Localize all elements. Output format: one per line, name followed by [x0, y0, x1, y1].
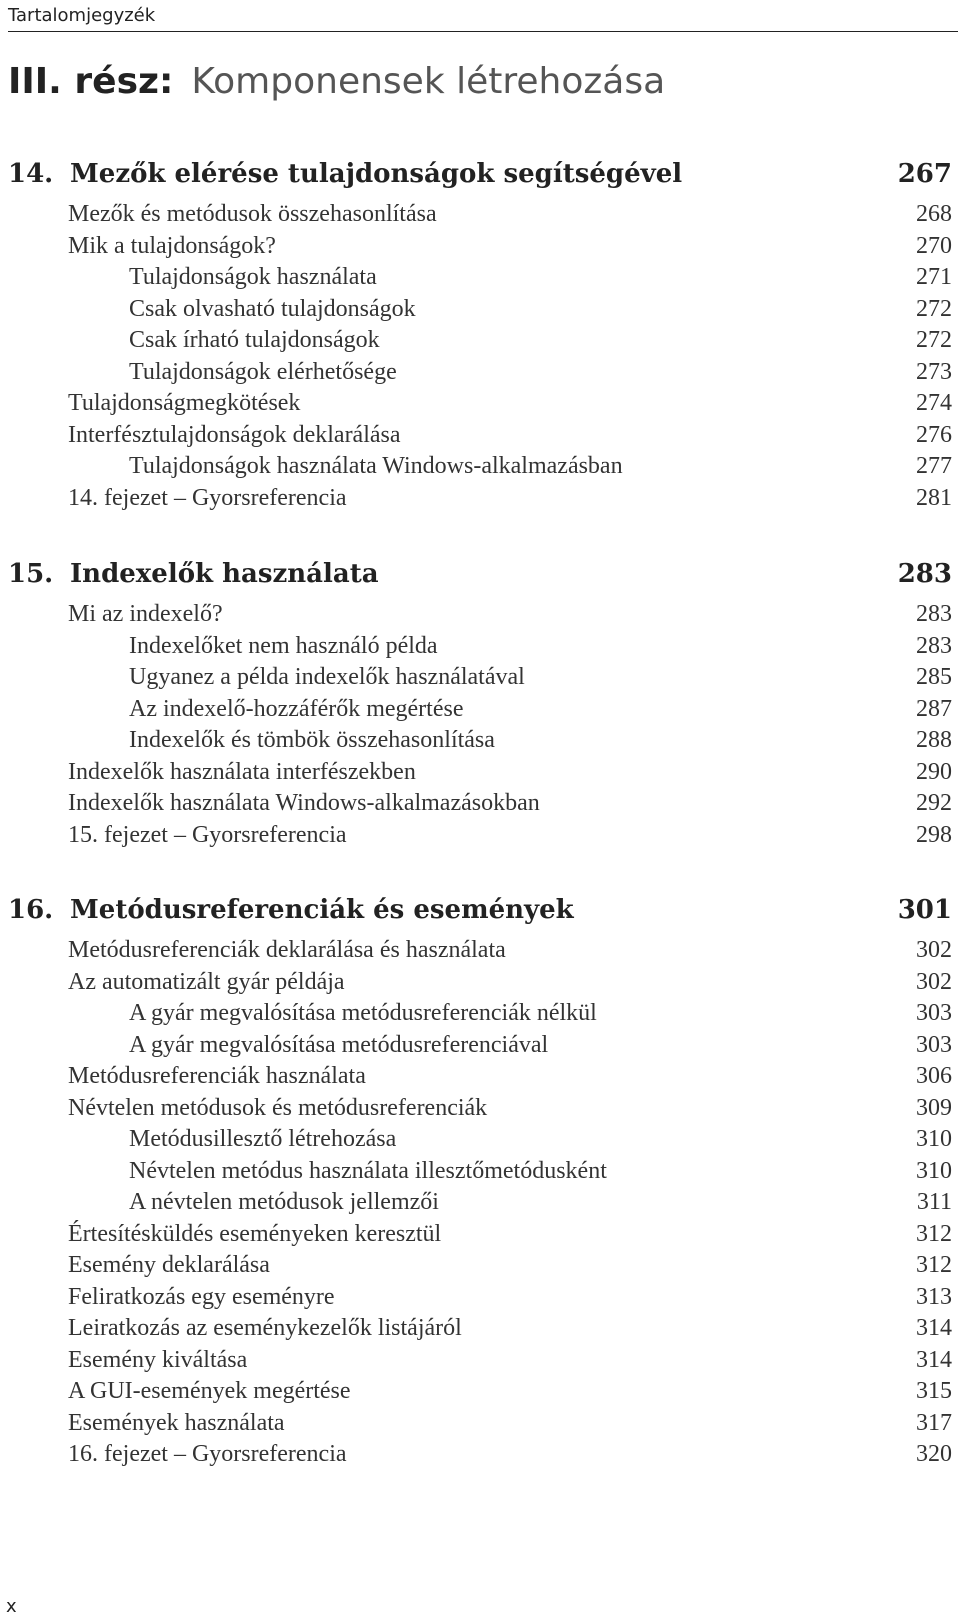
toc-subentry	[8, 324, 952, 356]
toc-entry	[8, 387, 952, 419]
entry-title: Csak olvasható tulajdonságok	[129, 296, 416, 322]
entry-page: 276	[916, 422, 952, 448]
chapter-title: Metódusreferenciák és események	[70, 895, 574, 925]
entry-page: 309	[916, 1095, 952, 1121]
toc-entry	[8, 1218, 952, 1250]
toc-subentry	[8, 1029, 952, 1061]
entry-title: Metódusreferenciák használata	[68, 1063, 366, 1089]
toc-subentry	[8, 293, 952, 325]
entry-title: Mezők és metódusok összehasonlítása	[68, 201, 437, 227]
running-header-title: Tartalomjegyzék	[8, 5, 156, 26]
toc-subentry	[8, 630, 952, 662]
entry-title: Névtelen metódusok és metódusreferenciák	[68, 1095, 488, 1121]
chapter-number: 14.	[8, 159, 54, 189]
entry-title: Névtelen metódus használata illesztőmetódusként	[129, 1158, 607, 1184]
chapter-title: Mezők elérése tulajdonságok segítségével	[70, 159, 683, 189]
chapter-title: Indexelők használata	[70, 559, 379, 589]
toc-entry	[8, 419, 952, 451]
entry-page: 272	[916, 327, 952, 353]
chapter-page: 283	[897, 559, 952, 589]
entry-page: 287	[916, 696, 952, 722]
entry-page: 271	[916, 264, 952, 290]
toc-subentry	[8, 261, 952, 293]
entry-page: 311	[916, 1189, 952, 1215]
toc-entry	[8, 1438, 952, 1470]
part-name: Komponensek létrehozása	[191, 61, 666, 102]
entry-page: 310	[916, 1126, 952, 1152]
chapter-page: 267	[897, 159, 952, 189]
toc-entry	[8, 230, 952, 262]
toc-entry	[8, 787, 952, 819]
entry-page: 272	[916, 296, 952, 322]
entry-title: Indexelők és tömbök összehasonlítása	[129, 727, 495, 753]
entry-title: 14. fejezet – Gyorsreferencia	[68, 485, 347, 511]
entry-title: A gyár megvalósítása metódusreferenciák nélkül	[129, 1000, 597, 1026]
entry-title: 15. fejezet – Gyorsreferencia	[68, 822, 347, 848]
entry-title: Indexelők használata interfészekben	[68, 759, 416, 785]
entry-page: 290	[916, 759, 952, 785]
chapter-heading	[8, 552, 952, 596]
toc-subentry	[8, 724, 952, 756]
toc-subentry	[8, 356, 952, 388]
toc-entry	[8, 598, 952, 630]
entry-page: 281	[916, 485, 952, 511]
entry-title: 16. fejezet – Gyorsreferencia	[68, 1441, 347, 1467]
entry-title: A gyár megvalósítása metódusreferenciával	[129, 1032, 549, 1058]
toc-subentry	[8, 1186, 952, 1218]
entry-page: 303	[916, 1032, 952, 1058]
toc-subentry	[8, 693, 952, 725]
toc-entry	[8, 934, 952, 966]
entry-page: 317	[916, 1410, 952, 1436]
chapter-number: 16.	[8, 895, 54, 925]
entry-page: 268	[916, 201, 952, 227]
entry-page: 277	[916, 453, 952, 479]
part-label: III. rész:	[8, 61, 174, 102]
entry-page: 306	[916, 1063, 952, 1089]
entry-title: Feliratkozás egy eseményre	[68, 1284, 335, 1310]
entry-title: Esemény kiváltása	[68, 1347, 248, 1373]
entry-title: Tulajdonságmegkötések	[68, 390, 301, 416]
toc-subentry	[8, 450, 952, 482]
entry-title: Események használata	[68, 1410, 285, 1436]
entry-page: 302	[916, 969, 952, 995]
toc-entry	[8, 1281, 952, 1313]
toc-entry	[8, 756, 952, 788]
toc-entry	[8, 1407, 952, 1439]
entry-title: Indexelők használata Windows-alkalmazásokban	[68, 790, 540, 816]
toc-entry	[8, 198, 952, 230]
entry-page: 285	[916, 664, 952, 690]
toc-entry	[8, 1092, 952, 1124]
entry-title: Esemény deklarálása	[68, 1252, 270, 1278]
entry-page: 288	[916, 727, 952, 753]
entry-title: Az automatizált gyár példája	[68, 969, 345, 995]
entry-title: Mi az indexelő?	[68, 601, 223, 627]
entry-title: A névtelen metódusok jellemzői	[129, 1189, 439, 1215]
toc-subentry	[8, 661, 952, 693]
entry-page: 313	[916, 1284, 952, 1310]
entry-page: 273	[916, 359, 952, 385]
entry-title: Tulajdonságok használata	[129, 264, 377, 290]
entry-title: Interfésztulajdonságok deklarálása	[68, 422, 401, 448]
chapter-page: 301	[897, 895, 952, 925]
toc-entry	[8, 1060, 952, 1092]
entry-page: 314	[916, 1347, 952, 1373]
chapter-heading	[8, 152, 952, 196]
toc-entry	[8, 966, 952, 998]
entry-page: 298	[916, 822, 952, 848]
entry-title: Leiratkozás az eseménykezelők listájáról	[68, 1315, 462, 1341]
running-header	[8, 2, 958, 32]
entry-page: 312	[916, 1221, 952, 1247]
entry-page: 274	[916, 390, 952, 416]
toc-entry	[8, 1249, 952, 1281]
part-title	[8, 58, 665, 106]
toc-subentry	[8, 1123, 952, 1155]
entry-page: 302	[916, 937, 952, 963]
entry-page: 314	[916, 1315, 952, 1341]
entry-title: Az indexelő-hozzáférők megértése	[129, 696, 464, 722]
toc-subentry	[8, 997, 952, 1029]
entry-page: 312	[916, 1252, 952, 1278]
entry-title: Mik a tulajdonságok?	[68, 233, 276, 259]
entry-page: 320	[916, 1441, 952, 1467]
entry-title: Tulajdonságok elérhetősége	[129, 359, 397, 385]
entry-title: Indexelőket nem használó példa	[129, 633, 438, 659]
toc-entry	[8, 482, 952, 514]
toc-entry	[8, 1312, 952, 1344]
page-number: x	[6, 1596, 17, 1617]
chapter-number: 15.	[8, 559, 54, 589]
toc-entry	[8, 1344, 952, 1376]
entry-title: Metódusillesztő létrehozása	[129, 1126, 397, 1152]
entry-title: Értesítésküldés eseményeken keresztül	[68, 1221, 442, 1247]
entry-title: Metódusreferenciák deklarálása és használata	[68, 937, 506, 963]
entry-title: Ugyanez a példa indexelők használatával	[129, 664, 525, 690]
toc-entry	[8, 819, 952, 851]
entry-page: 315	[916, 1378, 952, 1404]
entry-title: Csak írható tulajdonságok	[129, 327, 380, 353]
entry-page: 310	[916, 1158, 952, 1184]
entry-page: 270	[916, 233, 952, 259]
entry-page: 283	[916, 601, 952, 627]
entry-page: 283	[916, 633, 952, 659]
toc-subentry	[8, 1155, 952, 1187]
toc-entry	[8, 1375, 952, 1407]
entry-title: Tulajdonságok használata Windows-alkalmazásban	[129, 453, 623, 479]
chapter-heading	[8, 888, 952, 932]
entry-page: 303	[916, 1000, 952, 1026]
entry-page: 292	[916, 790, 952, 816]
entry-title: A GUI-események megértése	[68, 1378, 351, 1404]
